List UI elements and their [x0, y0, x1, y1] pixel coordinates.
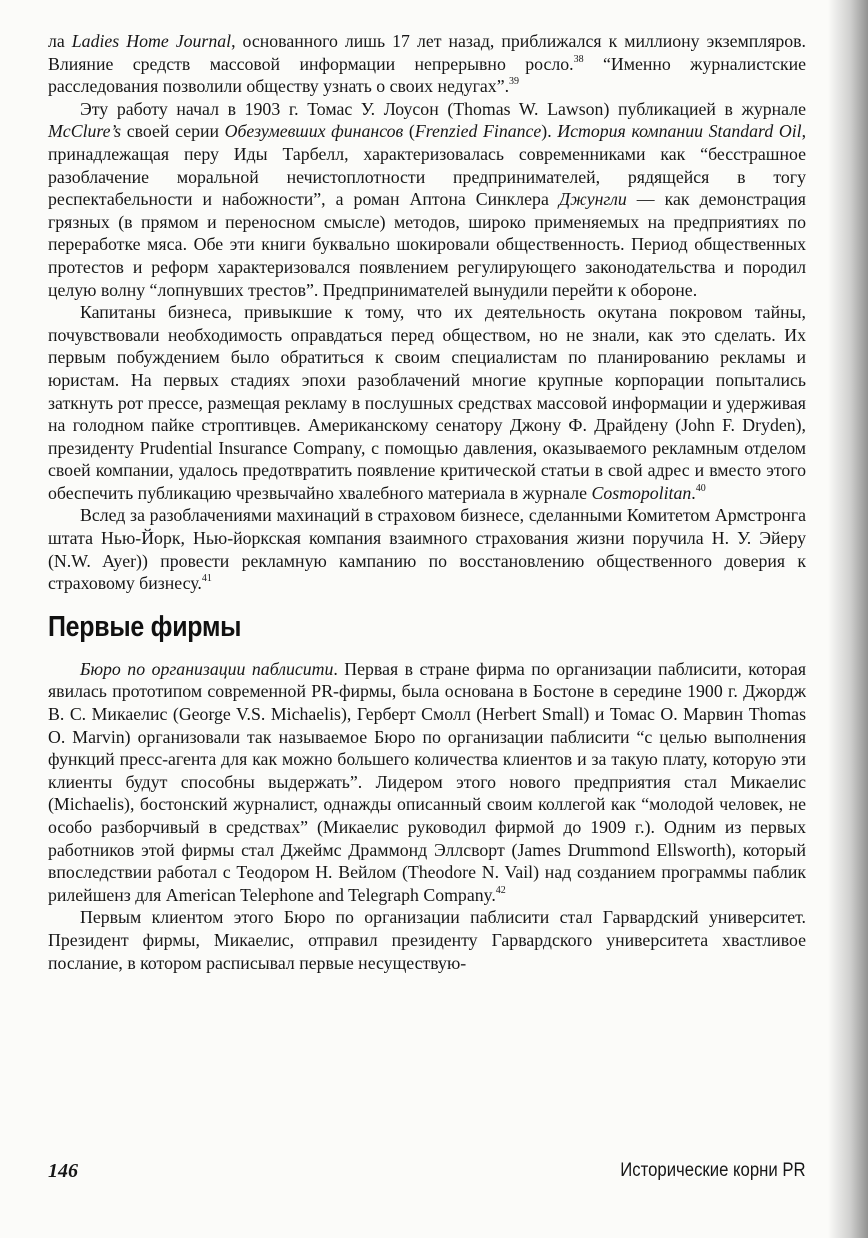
- footnote-ref: 40: [695, 482, 706, 494]
- italic-run: История компании Standard Oil: [557, 121, 802, 142]
- running-title: Исторические корни PR: [620, 1160, 806, 1181]
- text-run: “Именно журналистские расследования позволили обществу узнать о своих недугах”.: [48, 53, 807, 97]
- page-edge-shadow: [828, 0, 868, 1238]
- italic-run: Cosmopolitan: [591, 482, 692, 503]
- text-run: ).: [541, 121, 558, 142]
- text-run: — как демонстрация грязных (в прямом и переносном смысле) методов, широко применяемых на предприятиях по переработке мяса. Обе эти книги буквально шокировали общественность. Период общественных протестов и реформ характеризовался появлением регулирующего законодательства и породил целую волну “лопнувших трестов”. Предпринимателей вынудили перейти к обороне.: [48, 189, 806, 300]
- paragraph-4: [48, 504, 806, 594]
- footnote-ref: 41: [201, 573, 212, 585]
- italic-run: McClure’s: [48, 121, 122, 142]
- italic-run: Ladies Home Journal: [71, 31, 232, 51]
- text-run: (: [403, 121, 415, 142]
- text-run: , принадлежащая перу Иды Тарбелл, характеризовалась современниками как “бесстрашное разоблачение моральной нечистоплотности предпринимателей, рядящейся в тогу респектабельности и набожности”, а роман Аптона Синклера: [48, 121, 807, 210]
- page-footer: [48, 1160, 806, 1190]
- paragraph-3: [48, 301, 806, 504]
- italic-run: Обезумевших финансов: [224, 121, 404, 142]
- footnote-ref: 42: [495, 884, 506, 896]
- text-run: Эту работу начал в 1903 г. Томас У. Лоусон (Thomas W. Lawson) публикацией в журнале: [80, 98, 806, 119]
- text-run: ла: [48, 31, 72, 51]
- italic-run: Джунгли: [558, 189, 627, 210]
- text-run: Вслед за разоблачениями махинаций в страховом бизнесе, сделанными Комитетом Армстронга штата Нью-Йорк, Нью-йоркская компания взаимного страхования жизни поручила Н. У. Эйеру (N.W. Ayer)) провести рекламную кампанию по восстановлению общественного доверия к страховому бизнесу.: [48, 505, 806, 594]
- text-run: , основанного лишь 17 лет назад, приближался к миллиону экземпляров. Влияние средств массовой информации непрерывно росло.: [48, 31, 806, 74]
- italic-run: Бюро по организации паблисити: [80, 658, 334, 679]
- text-run: .: [691, 482, 696, 503]
- italic-run: Frenzied Finance: [414, 121, 542, 142]
- text-run: Первым клиентом этого Бюро по организации паблисити стал Гарвардский университет. Президент фирмы, Микаелис, отправил президенту Гарвардского университета хвастливое послание, в котором расписывал первые несуществую-: [48, 907, 806, 973]
- footnote-ref: 38: [573, 53, 584, 65]
- paragraph-1: [48, 30, 806, 98]
- text-run: своей серии: [121, 121, 225, 142]
- paragraph-2: [48, 98, 806, 301]
- paragraph-6: [48, 906, 806, 974]
- text-run: Капитаны бизнеса, привыкшие к тому, что их деятельность окутана покровом тайны, почувствовали необходимость оправдаться перед обществом, но не знали, как это сделать. Их первым побуждением было обратиться к своим специалистам по планированию рекламы и юристам. На первых стадиях эпохи разоблачений многие крупные корпорации попытались заткнуть рот прессе, размещая рекламу в послушных средствах массовой информации и удерживая на голодном пайке строптивцев. Американскому сенатору Джону Ф. Драйдену (John F. Dryden), президенту Prudential Insurance Company, с помощью давления, оказываемого рекламным отделом своей компании, удалось предотвратить появление критической статьи в свой адрес и вместо этого обеспечить публикацию чрезвычайно хвалебного материала в журнале: [48, 302, 806, 503]
- page-number: 146: [48, 1160, 78, 1182]
- paragraph-5: [48, 658, 806, 907]
- section-heading: Первые фирмы: [48, 610, 242, 643]
- footnote-ref: 39: [509, 76, 520, 88]
- text-run: . Первая в стране фирма по организации паблисити, которая явилась прототипом современной PR-фирмы, была основана в Бостоне в середине 1900 г. Джордж В. С. Микаелис (George V.S. Michaelis), Герберт Смолл (Herbert Small) и Томас О. Марвин Thomas O. Marvin) организовали так называемое Бюро по организации паблисити “с целью выполнения функций пресс-агента для как можно большего количества клиентов и за такую плату, которую эти клиенты будут способны выдержать”. Лидером этого нового предприятия стал Микаелис (Michaelis), бостонский журналист, однажды описанный своим коллегой как “молодой человек, не особо разборчивый в средствах” (Микаелис руководил фирмой до 1909 г.). Одним из первых работников этой фирмы стал Джеймс Драммонд Эллсворт (James Drummond Ellsworth), который впоследствии работал с Теодором Н. Вейлом (Theodore N. Vail) над созданием программы паблик рилейшенз для American Telephone and Telegraph Company.: [48, 658, 807, 905]
- page-body: [48, 30, 806, 974]
